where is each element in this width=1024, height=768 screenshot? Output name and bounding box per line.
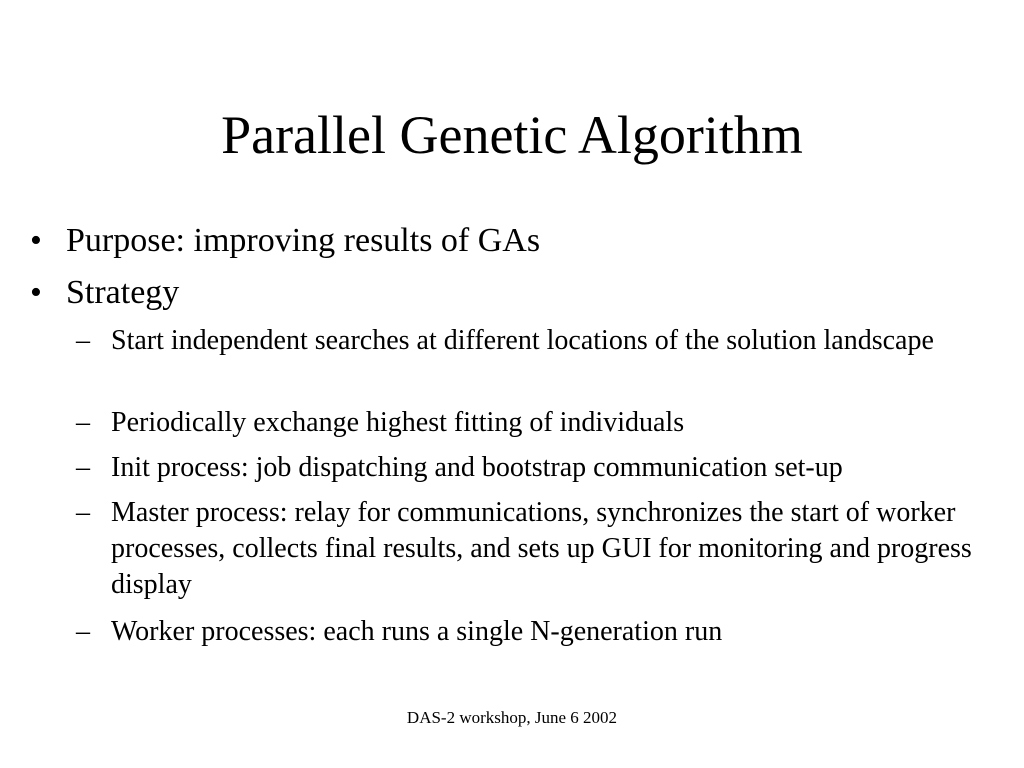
sub-bullet-text: Init process: job dispatching and bootstrap communication set-up [111, 452, 843, 483]
sub-bullet-text: Master process: relay for communications, synchronizes the start of worker processes, collects final results, and sets up GUI for monitoring and progress display [111, 497, 972, 600]
dash-marker: – [76, 497, 90, 528]
bullet-marker: • [30, 222, 42, 259]
dash-marker: – [76, 452, 90, 483]
slide-title: Parallel Genetic Algorithm [221, 105, 803, 165]
bullet-text: Strategy [66, 274, 180, 311]
sub-bullet-text: Start independent searches at different locations of the solution landscape [111, 325, 934, 356]
dash-marker: – [76, 407, 90, 438]
dash-marker: – [76, 325, 90, 356]
bullet-marker: • [30, 274, 42, 311]
slide-footer: DAS-2 workshop, June 6 2002 [406, 708, 618, 727]
dash-marker: – [76, 616, 90, 647]
sub-bullet-text: Worker processes: each runs a single N-generation run [111, 616, 723, 647]
sub-bullet-text: Periodically exchange highest fitting of individuals [111, 407, 685, 438]
bullet-text: Purpose: improving results of GAs [66, 222, 541, 259]
